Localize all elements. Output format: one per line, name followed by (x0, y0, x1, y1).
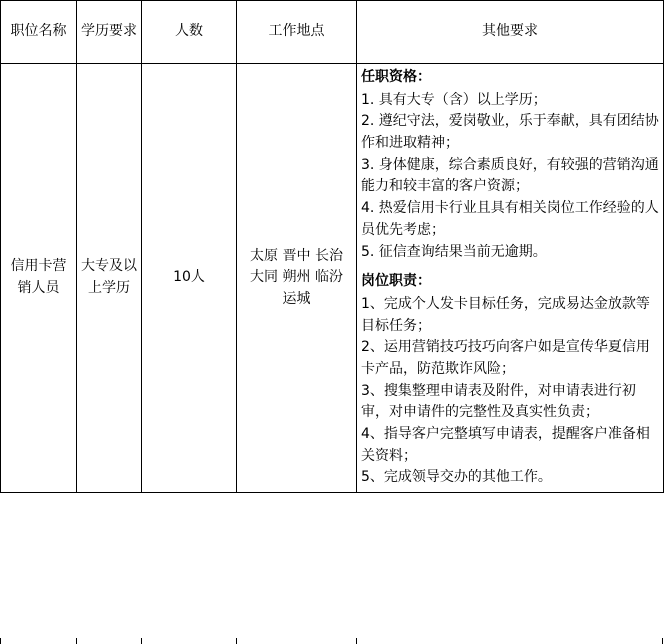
column-header-other-requirements: 其他要求 (357, 1, 664, 64)
cell-education: 大专及以上学历 (77, 64, 142, 493)
cell-headcount: 10人 (142, 64, 237, 493)
column-header-position: 职位名称 (1, 1, 77, 64)
grid-line (662, 638, 664, 644)
grid-line (356, 638, 358, 644)
grid-line (236, 638, 238, 644)
column-header-location: 工作地点 (237, 1, 357, 64)
qualification-item: 4. 热爱信用卡行业且具有相关岗位工作经验的人员优先考虑； (361, 200, 659, 238)
table-header (1, 1, 664, 64)
duty-item: 4、指导客户完整填写申请表，提醒客户准备相关资料； (361, 426, 650, 464)
table-bottom-partial-row (0, 638, 663, 644)
table-header-row (1, 1, 664, 64)
table-body (1, 64, 664, 493)
duty-title: 岗位职责： (361, 273, 431, 290)
section-spacer (361, 263, 659, 271)
cell-position: 信用卡营销人员 (1, 64, 77, 493)
column-header-education: 学历要求 (77, 1, 142, 64)
qualification-item: 3. 身体健康，综合素质良好，有较强的营销沟通能力和较丰富的客户资源； (361, 156, 659, 195)
column-header-headcount: 人数 (142, 1, 237, 64)
duty-item: 3、搜集整理申请表及附件，对申请表进行初审，对申请件的完整性及真实性负责； (361, 382, 636, 421)
qualification-title: 任职资格： (361, 69, 431, 85)
qualification-item: 5. 征信查询结果当前无逾期。 (361, 243, 547, 260)
duty-item: 1、完成个人发卡目标任务，完成易达金放款等目标任务； (361, 295, 650, 334)
duty-item: 5、完成领导交办的其他工作。 (361, 469, 552, 486)
grid-line (141, 638, 143, 644)
grid-line (0, 638, 2, 644)
qualification-item: 1. 具有大专（含）以上学历； (361, 91, 547, 108)
duty-item: 2、运用营销技巧技巧向客户如是宣传华夏信用卡产品，防范欺诈风险； (361, 339, 650, 377)
grid-line (76, 638, 78, 644)
cell-location: 太原 晋中 长治 大同 朔州 临汾 运城 (237, 64, 357, 493)
qualification-item: 2. 遵纪守法，爱岗敬业，乐于奉献，具有团结协作和进取精神； (361, 113, 659, 152)
cell-other-requirements (357, 64, 664, 493)
table-row (1, 64, 664, 493)
